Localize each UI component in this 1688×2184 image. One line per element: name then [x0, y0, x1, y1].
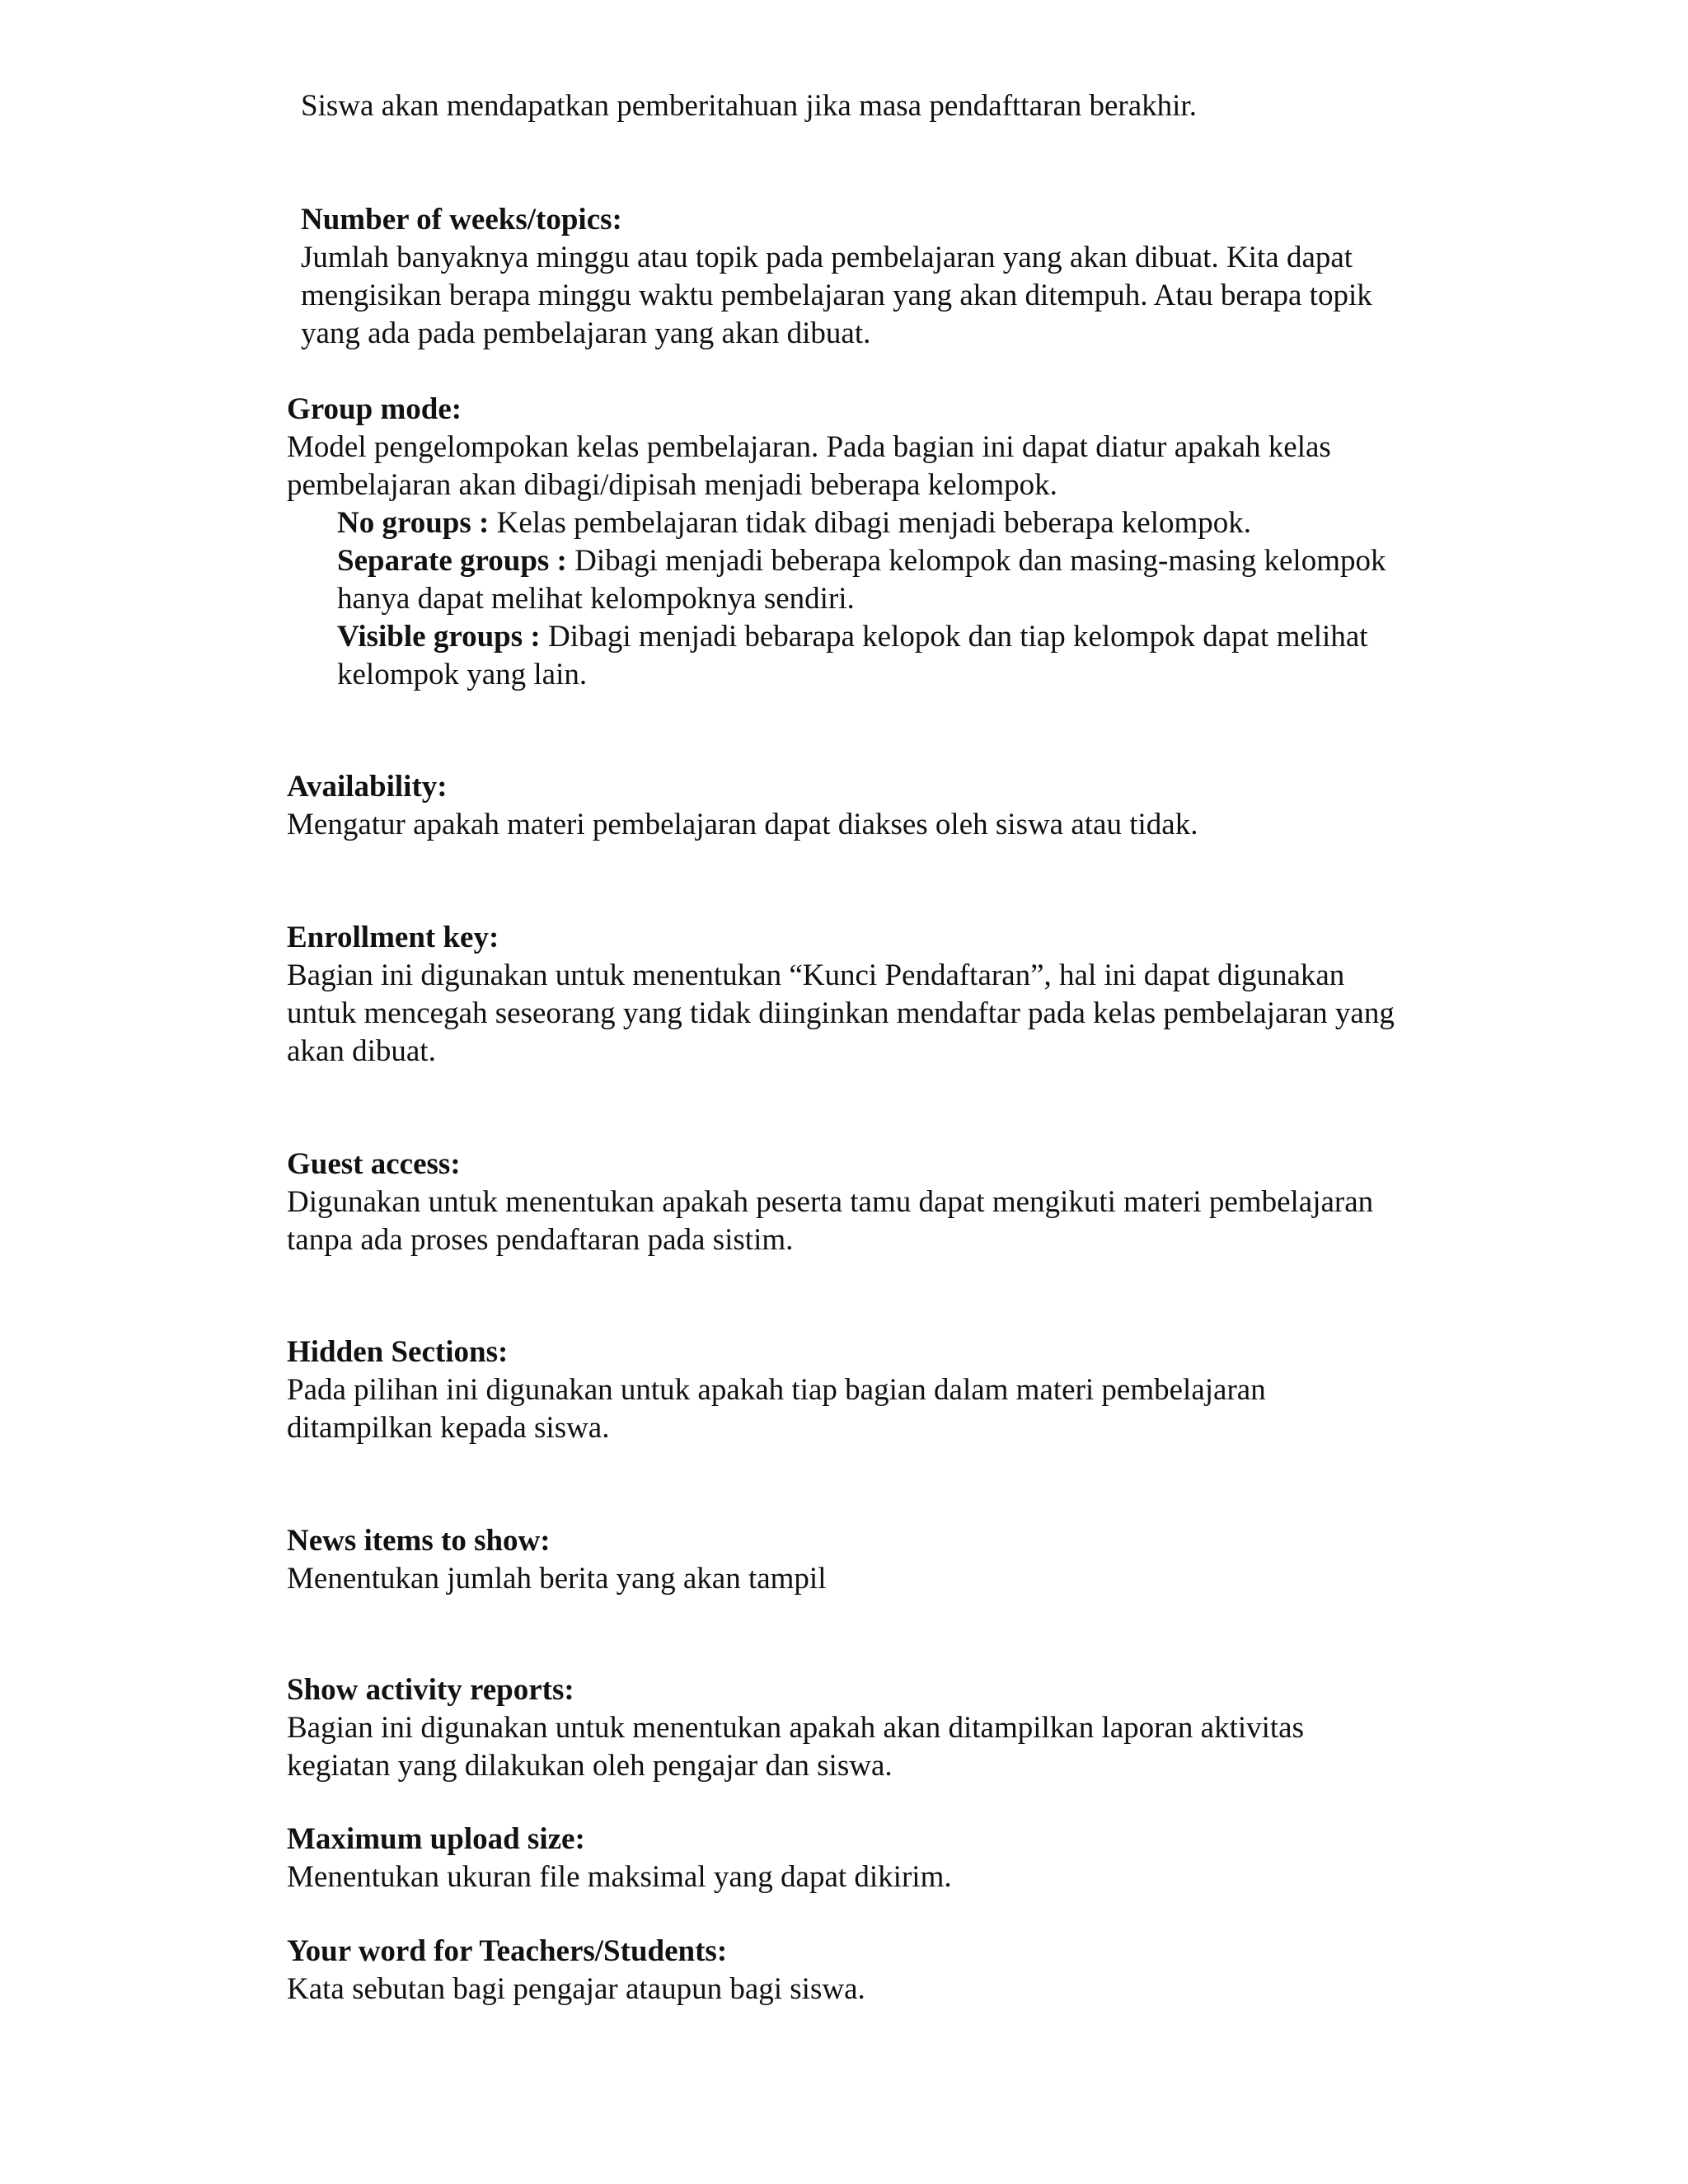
- enrollment-key-text: Bagian ini digunakan untuk menentukan “Kunci Pendaftaran”, hal ini dapat digunakan untuk mencegah seseorang yang tidak diinginkan mendaftar pada kelas pembelajaran yang akan dibuat.: [287, 958, 1395, 1068]
- option-label: Separate groups :: [337, 544, 567, 578]
- intro-paragraph: [301, 87, 1405, 125]
- group-option-visible-groups: [337, 618, 1408, 694]
- group-mode-options: [287, 504, 1408, 694]
- hidden-sections-heading: Hidden Sections:: [287, 1335, 509, 1369]
- option-text: Dibagi menjadi beberapa kelompok dan masing-masing kelompok hanya dapat melihat kelompoknya sendiri.: [337, 544, 1386, 616]
- max-upload-text: Menentukan ukuran file maksimal yang dapat dikirim.: [287, 1860, 952, 1894]
- section-max-upload: [287, 1821, 1408, 1896]
- section-activity-reports: [287, 1671, 1408, 1785]
- group-mode-heading: Group mode:: [287, 392, 462, 426]
- hidden-sections-text: Pada pilihan ini digunakan untuk apakah tiap bagian dalam materi pembelajaran ditampilkan kepada siswa.: [287, 1373, 1266, 1445]
- your-word-text: Kata sebutan bagi pengajar ataupun bagi siswa.: [287, 1972, 865, 2006]
- enrollment-key-heading: Enrollment key:: [287, 921, 499, 954]
- activity-reports-heading: Show activity reports:: [287, 1673, 574, 1707]
- guest-access-heading: Guest access:: [287, 1147, 461, 1181]
- availability-text: Mengatur apakah materi pembelajaran dapat diakses oleh siswa atau tidak.: [287, 808, 1198, 841]
- group-mode-text: Model pengelompokan kelas pembelajaran. Pada bagian ini dapat diatur apakah kelas pembelajaran akan dibagi/dipisah menjadi beberapa kelompok.: [287, 430, 1331, 502]
- section-availability: [287, 768, 1408, 844]
- section-hidden-sections: [287, 1333, 1408, 1447]
- your-word-heading: Your word for Teachers/Students:: [287, 1934, 728, 1968]
- intro-text: Siswa akan mendapatkan pemberitahuan jika masa pendafttaran berakhir.: [301, 89, 1197, 123]
- option-text: Kelas pembelajaran tidak dibagi menjadi beberapa kelompok.: [489, 506, 1252, 540]
- section-your-word: [287, 1933, 1408, 2008]
- section-guest-access: [287, 1146, 1408, 1259]
- weeks-text: Jumlah banyaknya minggu atau topik pada pembelajaran yang akan dibuat. Kita dapat mengisikan berapa minggu waktu pembelajaran yang akan ditempuh. Atau berapa topik yang ada pada pembelajaran yang akan dibuat.: [301, 241, 1372, 350]
- weeks-heading: Number of weeks/topics:: [301, 203, 622, 237]
- news-items-heading: News items to show:: [287, 1524, 551, 1558]
- option-text: Dibagi menjadi bebarapa kelopok dan tiap kelompok dapat melihat kelompok yang lain.: [337, 620, 1368, 691]
- activity-reports-text: Bagian ini digunakan untuk menentukan apakah akan ditampilkan laporan aktivitas kegiatan yang dilakukan oleh pengajar dan siswa.: [287, 1711, 1305, 1783]
- section-enrollment-key: [287, 919, 1408, 1071]
- group-option-separate-groups: [337, 542, 1408, 618]
- news-items-text: Menentukan jumlah berita yang akan tampil: [287, 1562, 827, 1596]
- option-label: Visible groups :: [337, 620, 541, 654]
- guest-access-text: Digunakan untuk menentukan apakah peserta tamu dapat mengikuti materi pembelajaran tanpa ada proses pendaftaran pada sistim.: [287, 1185, 1374, 1257]
- section-group-mode: [287, 391, 1408, 694]
- option-label: No groups :: [337, 506, 490, 540]
- group-option-no-groups: [337, 504, 1408, 542]
- availability-heading: Availability:: [287, 770, 448, 804]
- section-news-items: [287, 1522, 1408, 1598]
- max-upload-heading: Maximum upload size:: [287, 1822, 585, 1856]
- section-weeks: [301, 201, 1405, 353]
